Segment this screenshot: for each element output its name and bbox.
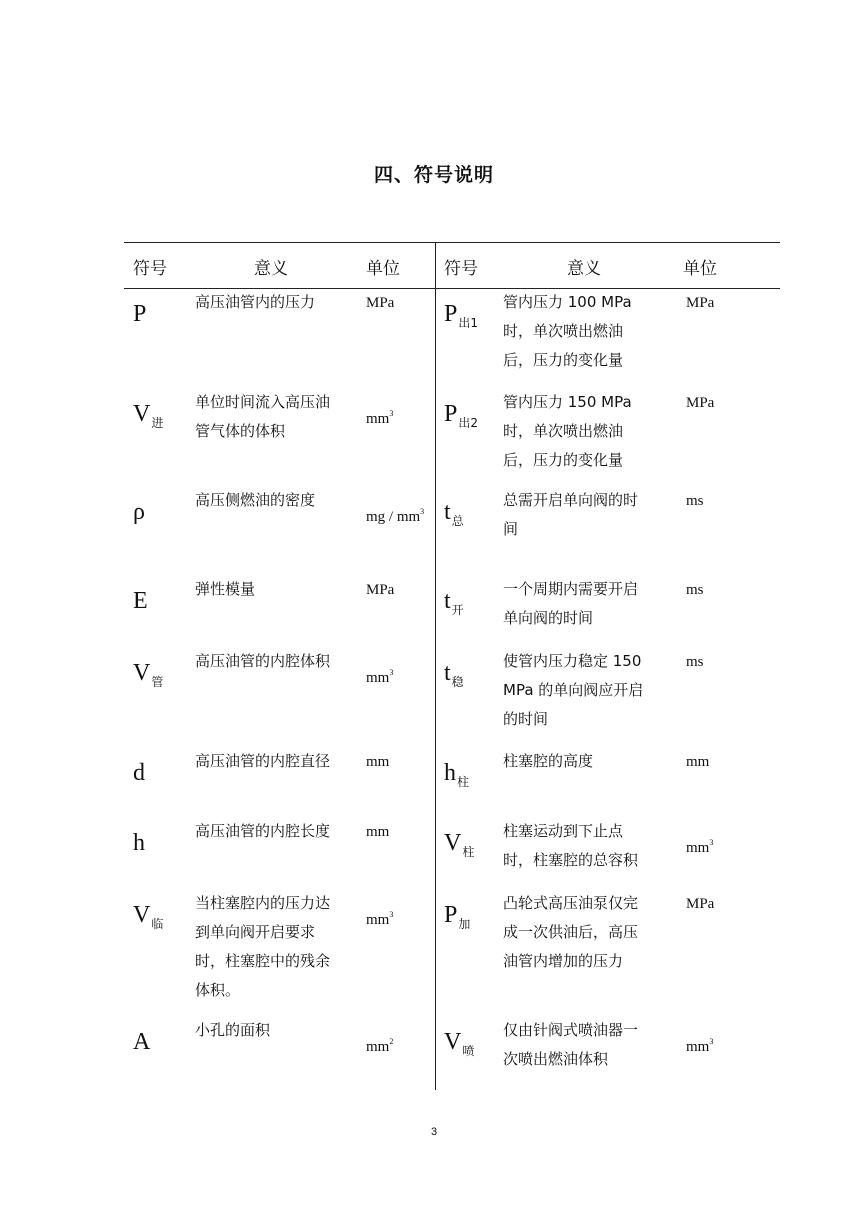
unit-exponent: 3 <box>709 1037 714 1046</box>
symbol-letter: h <box>444 760 456 786</box>
symbol-cell <box>133 589 148 613</box>
meaning-cell: 凸轮式高压油泵仅完成一次供油后，高压油管内增加的压力 <box>503 894 639 970</box>
meaning-cell: 柱塞运动到下止点时，柱塞腔的总容积 <box>503 822 639 869</box>
unit-text: MPa <box>686 295 715 311</box>
meaning-cell: 小孔的面积 <box>195 1021 271 1039</box>
symbol-cell <box>444 831 474 858</box>
symbol-cell <box>133 903 163 930</box>
meaning-cell: 管内压力 150 MPa 时，单次喷出燃油后，压力的变化量 <box>503 393 632 469</box>
unit-text: mm <box>686 754 710 770</box>
symbol-letter: V <box>133 902 151 928</box>
unit-text: ms <box>686 493 704 509</box>
symbol-letter: ρ <box>133 499 145 525</box>
unit-cell <box>366 410 393 427</box>
meaning-cell: 使管内压力稳定 150 MPa 的单向阀应开启的时间 <box>503 652 644 728</box>
section-title: 四、符号说明 <box>373 164 494 186</box>
unit-exponent: 3 <box>420 507 425 516</box>
symbol-letter: P <box>133 301 147 327</box>
symbol-subscript: 稳 <box>451 675 464 689</box>
meaning-cell: 高压油管的内腔体积 <box>195 652 331 670</box>
unit-exponent: 2 <box>389 1037 394 1046</box>
symbol-letter: V <box>444 1029 462 1055</box>
symbol-subscript: 进 <box>151 416 164 430</box>
unit-cell <box>686 897 714 912</box>
symbol-letter: V <box>133 401 151 427</box>
unit-cell <box>686 583 704 598</box>
header-meaning-left: 意义 <box>254 259 288 279</box>
meaning-cell: 当柱塞腔内的压力达到单向阀开启要求时，柱塞腔中的残余体积。 <box>195 894 331 999</box>
meaning-cell: 单位时间流入高压油管气体的体积 <box>195 393 331 440</box>
unit-text: ms <box>686 654 704 670</box>
symbol-subscript: 管 <box>151 675 164 689</box>
symbol-letter: P <box>444 401 458 427</box>
unit-cell <box>366 911 393 928</box>
unit-exponent: 3 <box>709 838 714 847</box>
unit-cell <box>686 296 714 311</box>
symbol-cell <box>444 903 470 930</box>
symbol-letter: E <box>133 588 148 614</box>
unit-cell <box>366 669 393 686</box>
symbol-letter: P <box>444 301 458 327</box>
symbol-cell <box>133 661 163 688</box>
symbol-cell <box>133 500 145 524</box>
symbol-cell <box>444 661 464 688</box>
unit-cell <box>366 583 394 598</box>
unit-exponent: 3 <box>389 409 394 418</box>
symbol-letter: h <box>133 830 145 856</box>
symbol-subscript: 开 <box>451 603 464 617</box>
unit-text: mm <box>366 1039 390 1055</box>
symbol-letter: t <box>444 588 451 614</box>
symbol-letter: t <box>444 660 451 686</box>
unit-text: mm <box>366 411 390 427</box>
unit-text: MPa <box>686 395 715 411</box>
unit-text: mm <box>686 1039 710 1055</box>
unit-cell <box>366 1038 393 1055</box>
symbol-cell <box>444 302 478 329</box>
symbol-cell <box>133 402 163 429</box>
unit-cell <box>686 839 713 856</box>
symbol-letter: V <box>444 830 462 856</box>
meaning-cell: 柱塞腔的高度 <box>503 752 594 770</box>
symbol-cell <box>133 761 145 785</box>
symbol-letter: P <box>444 902 458 928</box>
unit-cell <box>366 508 424 525</box>
unit-text: MPa <box>686 896 715 912</box>
unit-exponent: 3 <box>389 910 394 919</box>
symbol-cell <box>444 1030 474 1057</box>
header-symbol-left: 符号 <box>133 259 167 279</box>
symbol-subscript: 喷 <box>462 1044 475 1058</box>
header-unit-right: 单位 <box>683 259 717 279</box>
table-top-rule <box>124 242 780 243</box>
unit-text: ms <box>686 582 704 598</box>
unit-text: mm <box>686 840 710 856</box>
symbol-subscript: 临 <box>151 917 164 931</box>
symbol-cell <box>444 402 478 429</box>
header-meaning-right: 意义 <box>567 259 601 279</box>
symbol-letter: V <box>133 660 151 686</box>
symbol-subscript: 柱 <box>462 845 475 859</box>
unit-text: MPa <box>366 582 395 598</box>
meaning-cell: 弹性模量 <box>195 580 256 598</box>
unit-text: mm <box>366 754 390 770</box>
symbol-subscript: 加 <box>458 917 471 931</box>
unit-cell <box>686 494 704 509</box>
meaning-cell: 高压油管内的压力 <box>195 293 316 311</box>
symbol-cell <box>133 831 145 855</box>
unit-cell <box>686 755 709 770</box>
unit-cell <box>366 755 389 770</box>
unit-text: mm <box>366 670 390 686</box>
symbol-subscript: 总 <box>451 514 464 528</box>
meaning-cell: 管内压力 100 MPa 时，单次喷出燃油后，压力的变化量 <box>503 293 632 369</box>
symbol-cell <box>133 302 146 326</box>
symbol-subscript: 出1 <box>458 316 478 330</box>
unit-text: mg / mm <box>366 509 421 525</box>
symbol-subscript: 出2 <box>458 416 478 430</box>
meaning-cell: 一个周期内需要开启单向阀的时间 <box>503 580 639 627</box>
unit-cell <box>686 1038 713 1055</box>
meaning-cell: 仅由针阀式喷油器一次喷出燃油体积 <box>503 1021 639 1068</box>
unit-cell <box>686 396 714 411</box>
page-number: 3 <box>430 1126 438 1138</box>
header-unit-left: 单位 <box>366 259 400 279</box>
table-center-divider <box>435 243 436 1090</box>
unit-text: MPa <box>366 295 395 311</box>
symbol-cell <box>444 589 464 616</box>
symbol-cell <box>444 761 469 788</box>
symbol-letter: d <box>133 760 145 786</box>
unit-cell <box>366 296 394 311</box>
unit-cell <box>366 825 389 840</box>
symbol-subscript: 柱 <box>457 775 470 789</box>
unit-text: mm <box>366 824 390 840</box>
symbol-cell <box>444 500 464 527</box>
unit-text: mm <box>366 912 390 928</box>
unit-exponent: 3 <box>389 668 394 677</box>
meaning-cell: 总需开启单向阀的时间 <box>503 491 639 538</box>
meaning-cell: 高压油管的内腔长度 <box>195 822 331 840</box>
unit-cell <box>686 655 704 670</box>
meaning-cell: 高压侧燃油的密度 <box>195 491 316 509</box>
symbol-letter: A <box>133 1029 151 1055</box>
symbol-cell <box>133 1030 150 1054</box>
symbol-letter: t <box>444 499 451 525</box>
header-symbol-right: 符号 <box>444 259 478 279</box>
meaning-cell: 高压油管的内腔直径 <box>195 752 331 770</box>
